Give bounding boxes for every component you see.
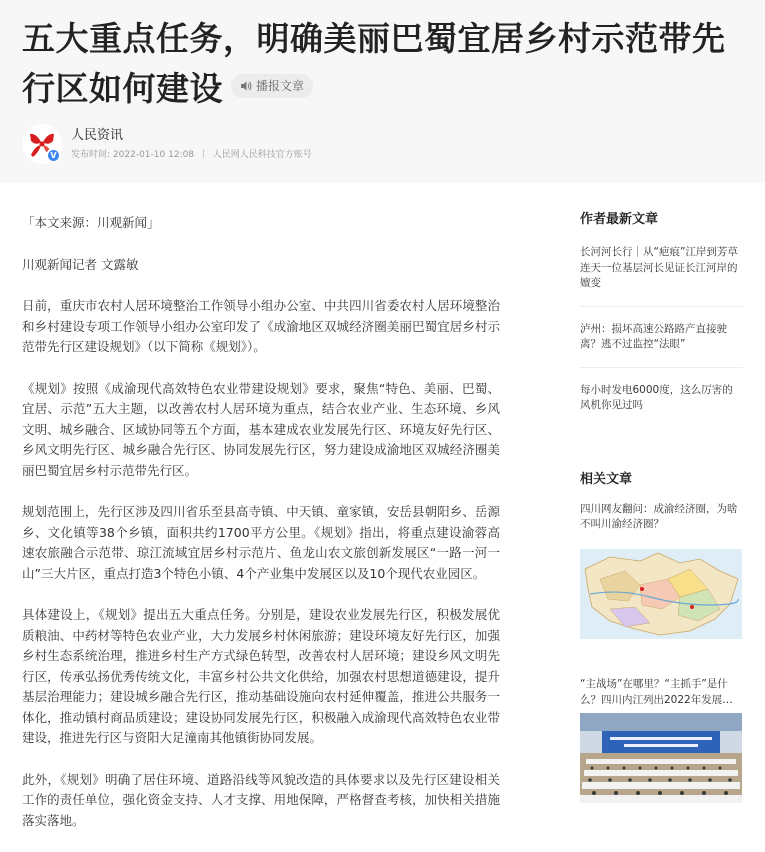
meta-divider (203, 149, 204, 158)
article-title (22, 14, 752, 114)
article-body (22, 213, 500, 852)
publish-label: 发布时间: (71, 150, 111, 160)
article-paragraph: 《规划》按照《成渝现代高效特色农业带建设规划》要求，聚焦“特色、美丽、巴蜀、宜居、示范”五大主题，以改善农村人居环境为重点，结合农业产业、生态环境、乡风文明、城乡融合、区域协同等五个方面，基本建成农业发展先行区、环境友好先行区、乡风文明先行区、城乡融合先行区、协同发展先行区，努力建设成渝地区双城经济圈美丽巴蜀宜居乡村示范带先行区。 (22, 380, 500, 478)
meeting-photo-image (580, 713, 742, 803)
tts-button[interactable] (231, 74, 313, 98)
related-map-thumbnail[interactable] (580, 549, 742, 639)
latest-article-link[interactable]: 长河河长行｜从“疤痕”江岸到芳草连天一位基层河长见证长江河岸的嬗变 (580, 246, 738, 289)
latest-article-link[interactable]: 泸州：损坏高速公路路产直接驶离？逃不过监控“法眼” (580, 322, 727, 350)
article-paragraph: 具体建设上，《规划》提出五大重点任务。分别是，建设农业发展先行区，积极发展优质粮油、中药材等特色农业产业，大力发展乡村休闲旅游；建设环境友好先行区，加强乡村生态系统治理，推进乡村生产方式绿色转型，改善农村人居环境；建设乡风文明先行区，传承弘扬优秀传统文化，丰富乡村公共文化供给，加强农村思想道德建设，提升基层治理能力；建设城乡融合先行区，推动基础设施向农村延伸覆盖，推进公共服务一体化，推动镇村商品质建设；建设协同发展先行区，积极融入成渝现代高效特色农业带建设，推进先行区与资阳大足潼南其他镇街协同发展。 (22, 607, 500, 745)
speaker-icon (240, 80, 252, 92)
article-paragraph: 规划范围上，先行区涉及四川省乐至县高寺镇、中天镇、童家镇，安岳县朝阳乡、岳源乡、文化镇等38个乡镇，面积共约1700平方公里。《规划》指出，将重点建设渝蓉高速农旅融合示范带、琼江流域宜居乡村示范片、鱼龙山农文旅创新发展区“一路一河一山”三大片区，重点打造3个特色小镇、4个产业集中发展区以及10个现代农业园区。 (22, 504, 500, 581)
reporter-line: 川观新闻记者 文露敏 (22, 256, 139, 272)
source-line: 「本文来源：川观新闻」 (22, 215, 160, 230)
publish-time: 2022-01-10 12:08 (112, 150, 195, 160)
divider (580, 367, 743, 368)
map-image (580, 549, 742, 639)
divider (580, 306, 743, 307)
author-name[interactable]: 人民资讯 (71, 128, 124, 143)
article-paragraph: 日前，重庆市农村人居环境整治工作领导小组办公室、中共四川省委农村人居环境整治和乡村建设专项工作领导小组办公室印发了《成渝地区双城经济圈美丽巴蜀宜居乡村示范带先行区建设规划》（以下简称《规划》）。 (22, 298, 500, 354)
latest-articles-heading: 作者最新文章 (580, 212, 659, 227)
related-articles-heading: 相关文章 (580, 471, 633, 487)
article-header (0, 0, 765, 183)
related-article-link[interactable]: “主战场”在哪里？“主抓手”是什么？四川内江列出2022年发展… (580, 678, 733, 706)
account-label: 人民网人民科技官方账号 (212, 150, 312, 160)
related-meeting-thumbnail[interactable] (580, 713, 742, 803)
latest-article-link[interactable]: 每小时发电6000度，这么厉害的风机你见过吗 (580, 383, 733, 411)
sidebar (580, 210, 743, 533)
publish-meta (71, 147, 312, 160)
article-title-text: 五大重点任务，明确美丽巴蜀宜居乡村示范带先行区如何建设 (22, 19, 726, 108)
verified-badge-icon: V (46, 148, 61, 163)
article-paragraph: 此外，《规划》明确了居住环境、道路沿线等风貌改造的具体要求以及先行区建设相关工作的责任单位，强化资金支持、人才支撑、用地保障，严格督查考核，加快相关措施落实落地。 (22, 771, 500, 828)
tts-label: 播报文章 (256, 78, 305, 93)
related-article-link[interactable]: 四川网友翻问：成渝经济圈，为啥不叫川渝经济圈？ (580, 502, 738, 530)
